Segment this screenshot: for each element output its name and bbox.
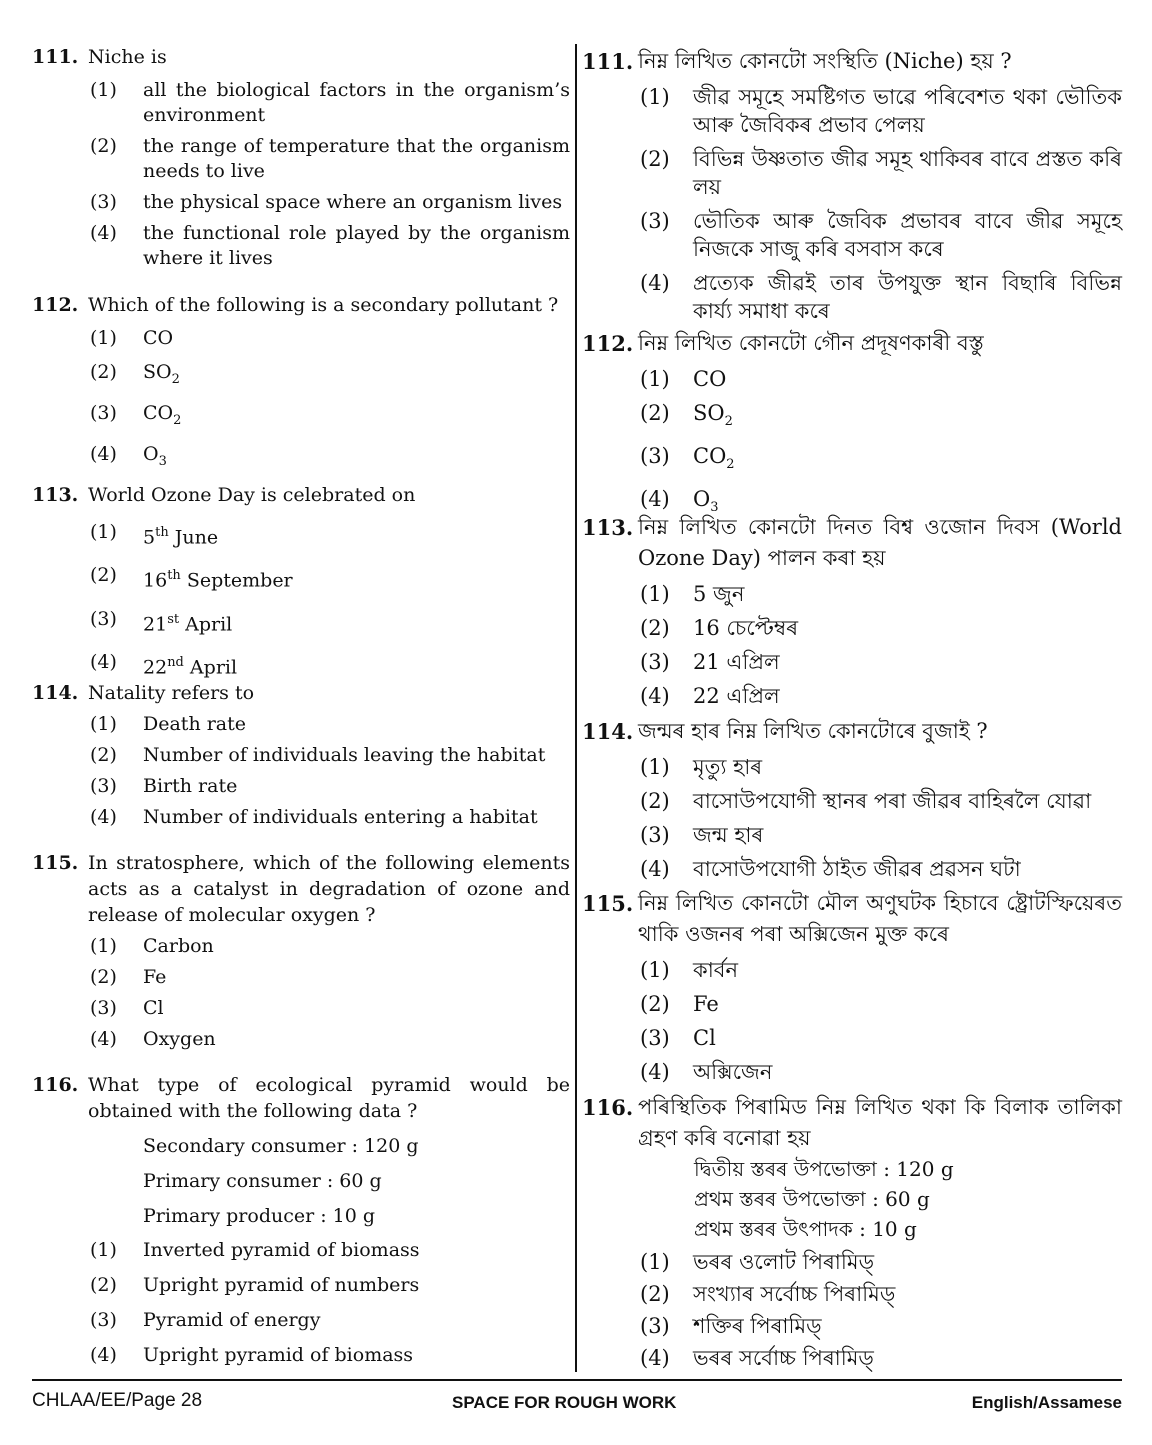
option-1[interactable]: (1) 5th June <box>90 521 219 549</box>
question-text: What type of ecological pyramid would be obtained with the following data ? <box>88 1074 570 1122</box>
option-2[interactable]: (2) 16th September <box>90 564 293 592</box>
option-3[interactable]: (3) 21st April <box>90 607 233 635</box>
option-3[interactable]: (3) Cl <box>640 1026 716 1050</box>
question-number: 112. <box>582 331 634 356</box>
option-4[interactable]: (4) Upright pyramid of biomass <box>90 1344 414 1366</box>
question-number: 111. <box>582 49 634 74</box>
option-1[interactable]: (1) Carbon <box>90 935 214 957</box>
option-2[interactable]: (2) the range of temperature that the organism needs to live <box>90 135 570 182</box>
data-line: প্ৰথম স্তৰৰ উপভোক্তা : 60 g <box>694 1187 930 1211</box>
option-3[interactable]: (3) Pyramid of energy <box>90 1309 321 1331</box>
question-text: নিম্ন লিখিত কোনটো সংস্থিতি (Niche) হয় ? <box>638 49 1012 73</box>
question-112-as <box>582 328 1122 523</box>
data-line: Secondary consumer : 120 g <box>143 1135 419 1157</box>
option-1[interactable]: (1) CO <box>640 367 727 391</box>
question-number: 114. <box>32 682 79 704</box>
option-2[interactable]: (2) বাসোউপযোগী স্থানৰ পৰা জীৱৰ বাহিৰলৈ যোৱা <box>640 789 1092 813</box>
option-3[interactable]: (3) Cl <box>90 997 164 1019</box>
option-1[interactable]: (1) CO <box>90 327 174 349</box>
question-number: 115. <box>32 852 79 874</box>
option-3[interactable]: (3) the physical space where an organism lives <box>90 191 563 213</box>
data-line: প্ৰথম স্তৰৰ উৎপাদক : 10 g <box>694 1217 917 1241</box>
option-4[interactable]: (4) Number of individuals entering a habitat <box>90 806 538 828</box>
page-label: CHLAA/EE/Page 28 <box>32 1390 203 1411</box>
question-113-as <box>582 512 1122 710</box>
language-label: English/Assamese <box>971 1393 1122 1412</box>
option-4[interactable]: (4) ভৰৰ সৰ্বোচ্চ পিৰামিড্ <box>640 1346 874 1370</box>
option-4[interactable]: (4) 22nd April <box>90 650 238 679</box>
option-4[interactable]: (4) অক্সিজেন <box>640 1060 773 1084</box>
footer-rule <box>32 1379 1122 1381</box>
option-4[interactable]: (4) প্ৰত্যেক জীৱই তাৰ উপযুক্ত স্থান বিছাৰি বিভিন্ন কাৰ্য্য সমাধা কৰে <box>640 271 1122 323</box>
column-divider <box>575 44 577 1372</box>
rough-work-label: SPACE FOR ROUGH WORK <box>452 1393 677 1412</box>
question-number: 116. <box>582 1095 634 1120</box>
option-2[interactable]: (2) $SO_2$ <box>90 361 180 387</box>
question-number: 116. <box>32 1074 79 1096</box>
option-3[interactable]: (3) ভৌতিক আৰু জৈবিক প্ৰভাবৰ বাবে জীৱ সমূহে নিজকে সাজু কৰি বসবাস কৰে <box>640 209 1122 261</box>
question-text: নিম্ন লিখিত কোনটো দিনত বিশ্ব ওজোন দিবস (World Ozone Day) পালন কৰা হয় <box>638 515 1122 570</box>
question-text: World Ozone Day is celebrated on <box>88 484 416 506</box>
data-line: দ্বিতীয় স্তৰৰ উপভোক্তা : 120 g <box>694 1157 954 1181</box>
option-1[interactable]: (1) Inverted pyramid of biomass <box>90 1239 420 1261</box>
option-3[interactable]: (3) Birth rate <box>90 775 238 797</box>
option-2[interactable]: (2) Upright pyramid of numbers <box>90 1274 420 1296</box>
option-1[interactable]: (1) কাৰ্বন <box>640 958 739 982</box>
question-115-en <box>32 850 570 1052</box>
option-2[interactable]: (2) সংখ্যাৰ সৰ্বোচ্চ পিৰামিড্ <box>640 1282 896 1306</box>
option-3[interactable]: (3) শক্তিৰ পিৰামিড্ <box>640 1314 822 1338</box>
question-text: Which of the following is a secondary pollutant ? <box>88 294 559 316</box>
question-number: 114. <box>582 719 634 744</box>
option-3[interactable]: (3) $CO_2$ <box>640 444 735 473</box>
option-4[interactable]: (4) the functional role played by the organism where it lives <box>90 222 570 269</box>
data-line: Primary consumer : 60 g <box>143 1170 382 1192</box>
question-number: 111. <box>32 46 79 68</box>
question-116-en <box>32 1072 570 1368</box>
option-3[interactable]: (3) $CO_2$ <box>90 401 182 428</box>
option-4[interactable]: (4) $O_3$ <box>640 487 719 516</box>
option-2[interactable]: (2) 16 চেপ্টেম্বৰ <box>640 616 799 640</box>
question-115-as <box>582 888 1122 1086</box>
option-4[interactable]: (4) 22 এপ্ৰিল <box>640 684 780 708</box>
question-text: Niche is <box>88 46 167 68</box>
question-111-en <box>32 44 570 271</box>
question-text: নিম্ন লিখিত কোনটো গৌন প্ৰদূষণকাৰী বস্তু <box>638 331 984 355</box>
option-2[interactable]: (2) বিভিন্ন উষ্ণতাত জীৱ সমূহ থাকিবৰ বাবে প্ৰস্তত কৰি লয় <box>640 147 1122 199</box>
question-number: 112. <box>32 294 79 316</box>
option-4[interactable]: (4) $O_3$ <box>90 442 167 469</box>
option-3[interactable]: (3) 21 এপ্ৰিল <box>640 650 780 674</box>
option-2[interactable]: (2) Fe <box>90 966 167 988</box>
option-2[interactable]: (2) Number of individuals leaving the habitat <box>90 744 546 766</box>
data-line: Primary producer : 10 g <box>143 1205 376 1227</box>
question-114-as <box>582 716 1122 883</box>
question-number: 113. <box>32 484 79 506</box>
option-4[interactable]: (4) Oxygen <box>90 1028 216 1050</box>
question-116-as <box>582 1092 1122 1372</box>
question-number: 115. <box>582 891 634 916</box>
option-3[interactable]: (3) জন্ম হাৰ <box>640 823 764 847</box>
option-1[interactable]: (1) all the biological factors in the organism’s environment <box>90 79 570 126</box>
option-1[interactable]: (1) 5 জুন <box>640 582 745 606</box>
question-number: 113. <box>582 515 634 540</box>
question-111-as <box>582 46 1122 325</box>
option-4[interactable]: (4) বাসোউপযোগী ঠাইত জীৱৰ প্ৰৱসন ঘটা <box>640 857 1021 881</box>
question-114-en <box>32 680 570 830</box>
question-text: In stratosphere, which of the following elements acts as a catalyst in degradation of ozone and release of molecular oxygen ? <box>88 852 570 926</box>
option-1[interactable]: (1) ভৰৰ ওলোট পিৰামিড্ <box>640 1250 875 1274</box>
question-text: জন্মৰ হাৰ নিম্ন লিখিত কোনটোৰে বুজাই ? <box>638 719 988 743</box>
question-112-en <box>32 292 570 473</box>
option-1[interactable]: (1) জীৱ সমূহে সমষ্টিগত ভাৱে পৰিবেশত থকা ভৌতিক আৰু জৈবিকৰ প্ৰভাব পেলয় <box>640 85 1122 137</box>
question-text: নিম্ন লিখিত কোনটো মৌল অণুঘটক হিচাবে ষ্ট্ৰোটস্ফিয়েৰত থাকি ওজনৰ পৰা অক্সিজেন মুক্ত কৰে <box>638 891 1122 946</box>
option-1[interactable]: (1) মৃত্যু হাৰ <box>640 755 763 779</box>
option-2[interactable]: (2) $SO_2$ <box>640 401 733 430</box>
question-text: পৰিস্থিতিক পিৰামিড নিম্ন লিখিত থকা কি বিলাক তালিকা গ্ৰহণ কৰি বনোৱা হয় <box>638 1095 1122 1150</box>
question-text: Natality refers to <box>88 682 255 704</box>
option-2[interactable]: (2) Fe <box>640 992 719 1016</box>
option-1[interactable]: (1) Death rate <box>90 713 247 735</box>
question-113-en <box>32 482 570 680</box>
